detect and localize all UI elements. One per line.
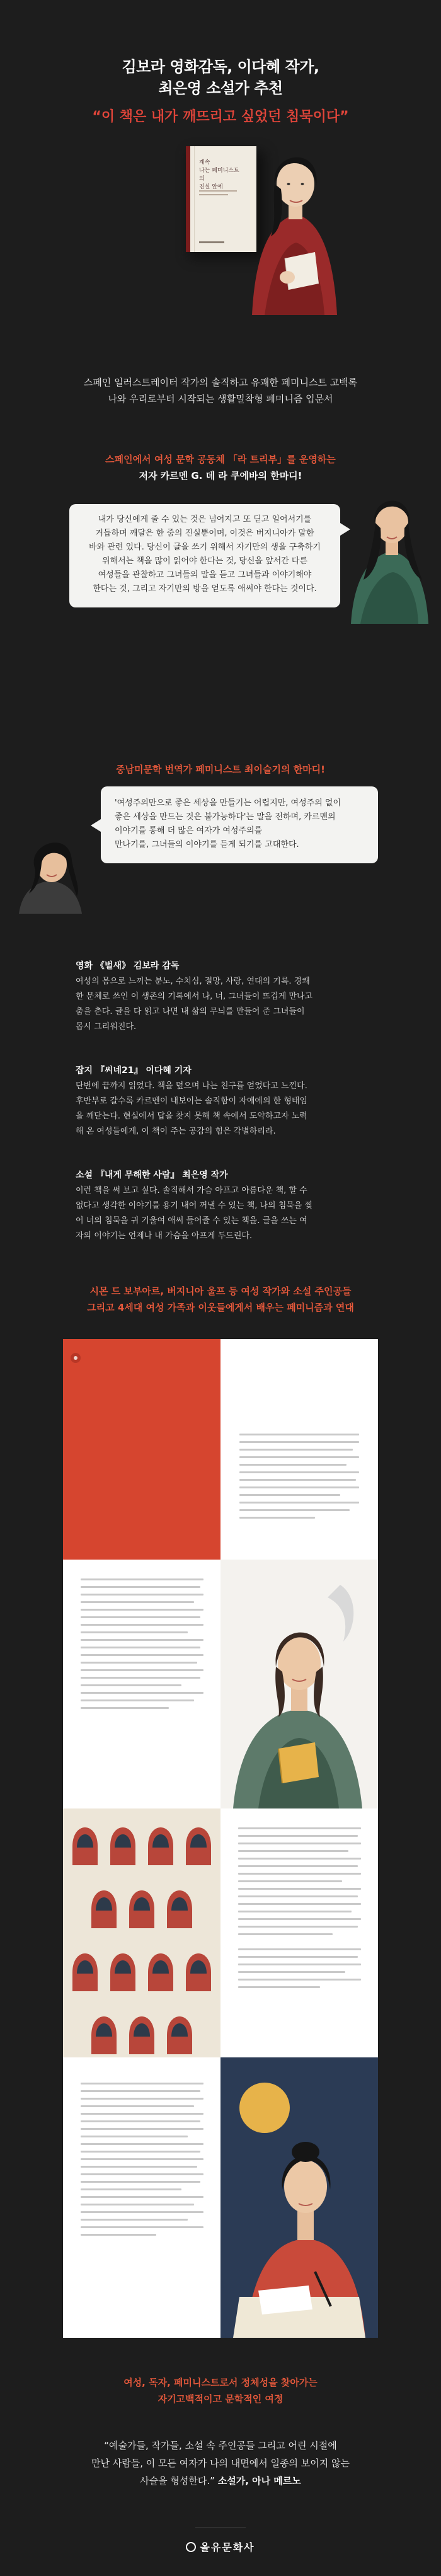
footer-quote: “예술가들, 작가들, 소설 속 주인공들 그리고 어린 시절에 xyxy=(104,2440,337,2451)
spread-page-text xyxy=(63,2057,220,2338)
recommendation-text: 여성의 몸으로 느끼는 분노, 수치심, 절망, 사랑, 연대의 기록. 경쾌 한 문체로 쓰인 이 생존의 기록에서 나, 너, 그녀들이 뜨겁게 만나고 춤을 춘다. 글을 다 읽고 나면 내 삶의 무늬를 만들어 준 그녀들이 몹시 그리워진다. xyxy=(76,977,313,1032)
translator-woman-illustration-icon xyxy=(6,825,94,914)
translator-quote-bubble: '여성주의만으로 좋은 세상을 만들기는 어렵지만, 여성주의 없이 좋은 세상을 만드는 것은 불가능하다'는 말을 전하며, 카르멘의 이야기를 통해 더 많은 여자가 여성주의를 만나기를, 그녀들의 이야기를 듣게 되기를 고대한다. xyxy=(101,786,378,863)
recommendation-text: 이런 책을 써 보고 싶다. 솔직해서 가슴 아프고 아름다운 책, 할 수 없다고 생각한 이야기를 용기 내어 꺼낼 수 있는 책, 나의 침묵을 찢 어 너의 침묵을 귀 기울여 애써 들어줄 수 있는 책을. 글을 쓰는 여 자의 이야기는 언제나 내 가슴을 아프게 두드린다. xyxy=(76,1186,313,1241)
author-quote-bubble: 내가 당신에게 줄 수 있는 것은 넘어지고 또 딛고 일어서기를 거듭하며 깨달은 한 줌의 진실뿐이며, 이것은 버지니아가 말한 바와 관련 있다. 당신이 글을 쓰기 위해서 자기만의 생을 구축하기 위해서는 책을 많이 읽어야 한다는 것, 당신을 앞서간 다른 여성들을 관찰하고 그녀들의 말을 듣고 그녀들과 이야기해야 한다는 것, 그리고 자기만의 방을 얻도록 애써야 한다는 것이다. xyxy=(69,504,340,607)
spread-page-illustration xyxy=(220,1560,378,1808)
book-spread-3 xyxy=(63,1808,378,2057)
book-cover-publisher-mark xyxy=(199,241,224,243)
spread-flower-icon xyxy=(63,1339,220,1560)
spreads-heading-2: 그리고 4세대 여성 가족과 이웃들에게서 배우는 페미니즘과 연대 xyxy=(87,1302,354,1313)
translator-section-title: 중남미문학 번역가 페미니스트 최이슬기의 한마디! xyxy=(115,764,326,775)
footer-quote-3: 사슬을 형성한다.” 소설가, 아나 메르노 xyxy=(140,2475,301,2487)
footer-quote-2: 만난 사람들, 이 모든 여자가 나의 내면에서 일종의 보이지 않는 xyxy=(91,2458,350,2469)
recommender-name: 잡지 『씨네21』 이다혜 기자 xyxy=(76,1066,192,1076)
footer-quote-author: 소설가, 아나 메르노 xyxy=(217,2475,301,2487)
publisher-logo-icon xyxy=(186,2542,196,2552)
hero-recommenders-line-2: 최은영 소설가 추천 xyxy=(158,79,283,97)
spread-page-text xyxy=(220,1339,378,1560)
author-section-subtitle: 저자 카르멘 G. 데 라 쿠에바의 한마디! xyxy=(139,470,302,481)
author-section-title: 스페인에서 여성 문학 공동체 「라 트리부」를 운영하는 xyxy=(105,454,336,465)
recommender-name: 소설 『내게 무해한 사람』 최은영 작가 xyxy=(76,1170,228,1180)
footer-heading: 여성, 독자, 페미니스트로서 정체성을 찾아가는 xyxy=(123,2377,318,2388)
recommender-name: 영화 《벌새》 김보라 감독 xyxy=(76,961,180,971)
woman-illustration-icon xyxy=(227,126,346,315)
book-spread-2 xyxy=(63,1560,378,1808)
footer-heading-2: 자기고백적이고 문학적인 여정 xyxy=(158,2393,284,2405)
women-pattern-icon xyxy=(63,1808,220,2057)
hero-description-2: 나와 우리로부터 시작되는 생활밀착형 페미니즘 입문서 xyxy=(108,393,333,405)
hero-description: 스페인 일러스트레이터 작가의 솔직하고 유쾌한 페미니스트 고백록 xyxy=(83,377,358,388)
book-cover-title: 계속 나는 페미니스트의 진실 앞에 xyxy=(199,159,239,190)
publisher-logo: 올유문화사 xyxy=(0,2539,441,2554)
recommendation-text: 단번에 끝까지 읽었다. 책을 덮으며 나는 친구를 얻었다고 느낀다. 후반부로 갈수록 카르멘이 내보이는 솔직함이 자애에의 한 형태임 을 깨닫는다. 현실에서 답을 찾지 못해 책 속에서 도약하고자 노력 해 온 여성들에게, 이 책이 주는 공감의 힘은 각별하리라. xyxy=(76,1081,307,1136)
author-woman-illustration-icon xyxy=(348,479,430,624)
spreads-heading: 시몬 드 보부아르, 버지니아 울프 등 여성 작가와 소설 주인공들 xyxy=(89,1285,352,1297)
spread-pattern-page xyxy=(63,1808,220,2057)
spread-page-text xyxy=(63,1560,220,1808)
hero-quote: “이 책은 내가 깨뜨리고 싶었던 침묵이다” xyxy=(92,109,349,125)
spread-page-red xyxy=(63,1339,220,1560)
spread-page-illustration xyxy=(220,2057,378,2338)
hero-section xyxy=(0,0,441,353)
reading-woman-illustration-icon xyxy=(220,1560,378,1808)
book-spreads xyxy=(63,1339,378,2338)
writing-woman-illustration-icon xyxy=(220,2057,378,2338)
book-spread-4 xyxy=(63,2057,378,2338)
hero-recommenders-line: 김보라 영화감독, 이다혜 작가, xyxy=(122,58,319,76)
book-spread-1 xyxy=(63,1339,378,1560)
spread-page-text xyxy=(220,1808,378,2057)
